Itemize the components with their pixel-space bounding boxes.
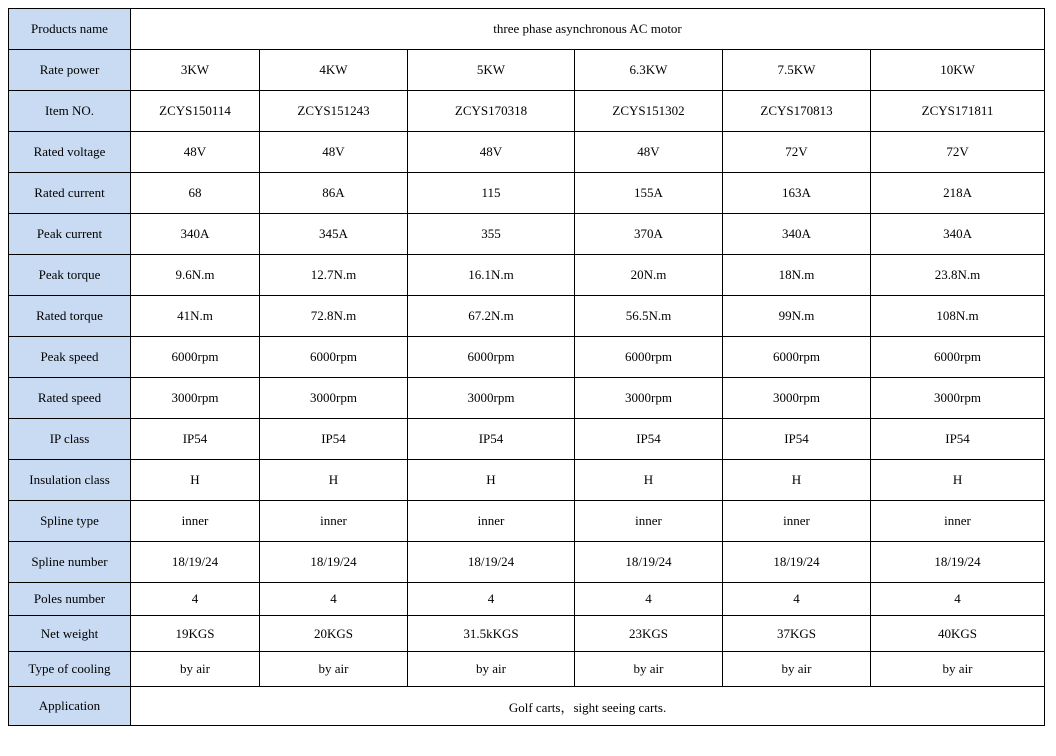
spec-value: 6000rpm [131, 337, 260, 378]
spec-value: H [260, 460, 408, 501]
spec-row [9, 337, 1045, 378]
motor-spec-table [8, 8, 1045, 726]
spec-value: 86A [260, 173, 408, 214]
spec-value: 20N.m [575, 255, 723, 296]
spec-value: IP54 [408, 419, 575, 460]
row-label-application: Application [9, 687, 131, 726]
spec-value: 4 [408, 583, 575, 616]
spec-value: IP54 [131, 419, 260, 460]
spec-value: by air [871, 652, 1045, 687]
spec-value: 18/19/24 [575, 542, 723, 583]
spec-value: 18/19/24 [408, 542, 575, 583]
spec-value: 218A [871, 173, 1045, 214]
spec-value: 4KW [260, 50, 408, 91]
spec-value: 18/19/24 [260, 542, 408, 583]
spec-value: 3000rpm [871, 378, 1045, 419]
spec-value: inner [408, 501, 575, 542]
spec-value: 4 [131, 583, 260, 616]
row-label: Rated torque [9, 296, 131, 337]
spec-value: 6000rpm [260, 337, 408, 378]
spec-value: 72.8N.m [260, 296, 408, 337]
spec-value: 23KGS [575, 616, 723, 652]
row-label: Rated current [9, 173, 131, 214]
spec-value: ZCYS171811 [871, 91, 1045, 132]
spec-value: 355 [408, 214, 575, 255]
spec-row [9, 419, 1045, 460]
spec-row [9, 132, 1045, 173]
spec-value: 37KGS [723, 616, 871, 652]
spec-value: 3000rpm [723, 378, 871, 419]
spec-value: 3000rpm [575, 378, 723, 419]
row-label: Peak speed [9, 337, 131, 378]
spec-row [9, 583, 1045, 616]
spec-value: 16.1N.m [408, 255, 575, 296]
spec-value: inner [131, 501, 260, 542]
spec-value: inner [260, 501, 408, 542]
spec-value: 19KGS [131, 616, 260, 652]
spec-value: 20KGS [260, 616, 408, 652]
spec-row [9, 501, 1045, 542]
spec-row [9, 91, 1045, 132]
spec-value: 18/19/24 [723, 542, 871, 583]
row-label: Rated speed [9, 378, 131, 419]
spec-value: 4 [871, 583, 1045, 616]
application-value: Golf carts，sight seeing carts. [131, 687, 1045, 726]
spec-value: ZCYS170318 [408, 91, 575, 132]
spec-value: by air [260, 652, 408, 687]
spec-value: 340A [131, 214, 260, 255]
spec-value: H [575, 460, 723, 501]
spec-row [9, 378, 1045, 419]
spec-value: 3000rpm [260, 378, 408, 419]
spec-value: 23.8N.m [871, 255, 1045, 296]
spec-value: IP54 [871, 419, 1045, 460]
spec-value: by air [723, 652, 871, 687]
row-label: Spline number [9, 542, 131, 583]
spec-value: 155A [575, 173, 723, 214]
spec-value: inner [723, 501, 871, 542]
row-label: Net weight [9, 616, 131, 652]
spec-value: 163A [723, 173, 871, 214]
spec-value: H [408, 460, 575, 501]
spec-value: 3KW [131, 50, 260, 91]
spec-value: ZCYS151243 [260, 91, 408, 132]
spec-row [9, 296, 1045, 337]
spec-value: 4 [260, 583, 408, 616]
spec-value: 99N.m [723, 296, 871, 337]
spec-value: H [871, 460, 1045, 501]
spec-value: 3000rpm [408, 378, 575, 419]
spec-value: H [723, 460, 871, 501]
spec-value: 18/19/24 [871, 542, 1045, 583]
spec-value: by air [575, 652, 723, 687]
spec-row [9, 460, 1045, 501]
spec-value: 56.5N.m [575, 296, 723, 337]
spec-value: 115 [408, 173, 575, 214]
spec-value: 72V [871, 132, 1045, 173]
spec-row [9, 542, 1045, 583]
row-label: Peak current [9, 214, 131, 255]
spec-row [9, 50, 1045, 91]
spec-value: 5KW [408, 50, 575, 91]
spec-value: inner [871, 501, 1045, 542]
spec-value: 340A [871, 214, 1045, 255]
spec-value: IP54 [575, 419, 723, 460]
spec-value: 6000rpm [871, 337, 1045, 378]
products-name-value: three phase asynchronous AC motor [131, 9, 1045, 50]
row-label: Spline type [9, 501, 131, 542]
spec-row [9, 173, 1045, 214]
application-row [9, 687, 1045, 726]
spec-value: by air [408, 652, 575, 687]
spec-value: 370A [575, 214, 723, 255]
spec-value: 340A [723, 214, 871, 255]
spec-value: 108N.m [871, 296, 1045, 337]
spec-value: ZCYS151302 [575, 91, 723, 132]
row-label: Peak torque [9, 255, 131, 296]
spec-value: 41N.m [131, 296, 260, 337]
spec-row [9, 652, 1045, 687]
spec-value: 48V [575, 132, 723, 173]
row-label-products-name: Products name [9, 9, 131, 50]
spec-value: 48V [131, 132, 260, 173]
row-label: IP class [9, 419, 131, 460]
row-label: Poles number [9, 583, 131, 616]
spec-value: IP54 [260, 419, 408, 460]
spec-row [9, 616, 1045, 652]
row-label: Rate power [9, 50, 131, 91]
spec-value: 6000rpm [408, 337, 575, 378]
spec-row [9, 255, 1045, 296]
spec-value: 6000rpm [723, 337, 871, 378]
spec-value: 4 [723, 583, 871, 616]
spec-value: 9.6N.m [131, 255, 260, 296]
spec-value: ZCYS170813 [723, 91, 871, 132]
spec-value: 345A [260, 214, 408, 255]
spec-value: inner [575, 501, 723, 542]
spec-value: 6.3KW [575, 50, 723, 91]
spec-value: 67.2N.m [408, 296, 575, 337]
spec-value: 31.5kKGS [408, 616, 575, 652]
row-label: Rated voltage [9, 132, 131, 173]
spec-value: ZCYS150114 [131, 91, 260, 132]
spec-row [9, 214, 1045, 255]
spec-sheet [8, 8, 1045, 726]
spec-value: 72V [723, 132, 871, 173]
spec-value: 12.7N.m [260, 255, 408, 296]
spec-value: by air [131, 652, 260, 687]
spec-value: H [131, 460, 260, 501]
spec-value: 48V [260, 132, 408, 173]
spec-value: IP54 [723, 419, 871, 460]
spec-value: 68 [131, 173, 260, 214]
spec-value: 18/19/24 [131, 542, 260, 583]
spec-value: 6000rpm [575, 337, 723, 378]
row-label: Item NO. [9, 91, 131, 132]
spec-value: 4 [575, 583, 723, 616]
spec-value: 40KGS [871, 616, 1045, 652]
spec-value: 7.5KW [723, 50, 871, 91]
spec-value: 48V [408, 132, 575, 173]
row-label: Insulation class [9, 460, 131, 501]
row-label: Type of cooling [9, 652, 131, 687]
products-name-row [9, 9, 1045, 50]
spec-value: 18N.m [723, 255, 871, 296]
spec-value: 10KW [871, 50, 1045, 91]
spec-value: 3000rpm [131, 378, 260, 419]
